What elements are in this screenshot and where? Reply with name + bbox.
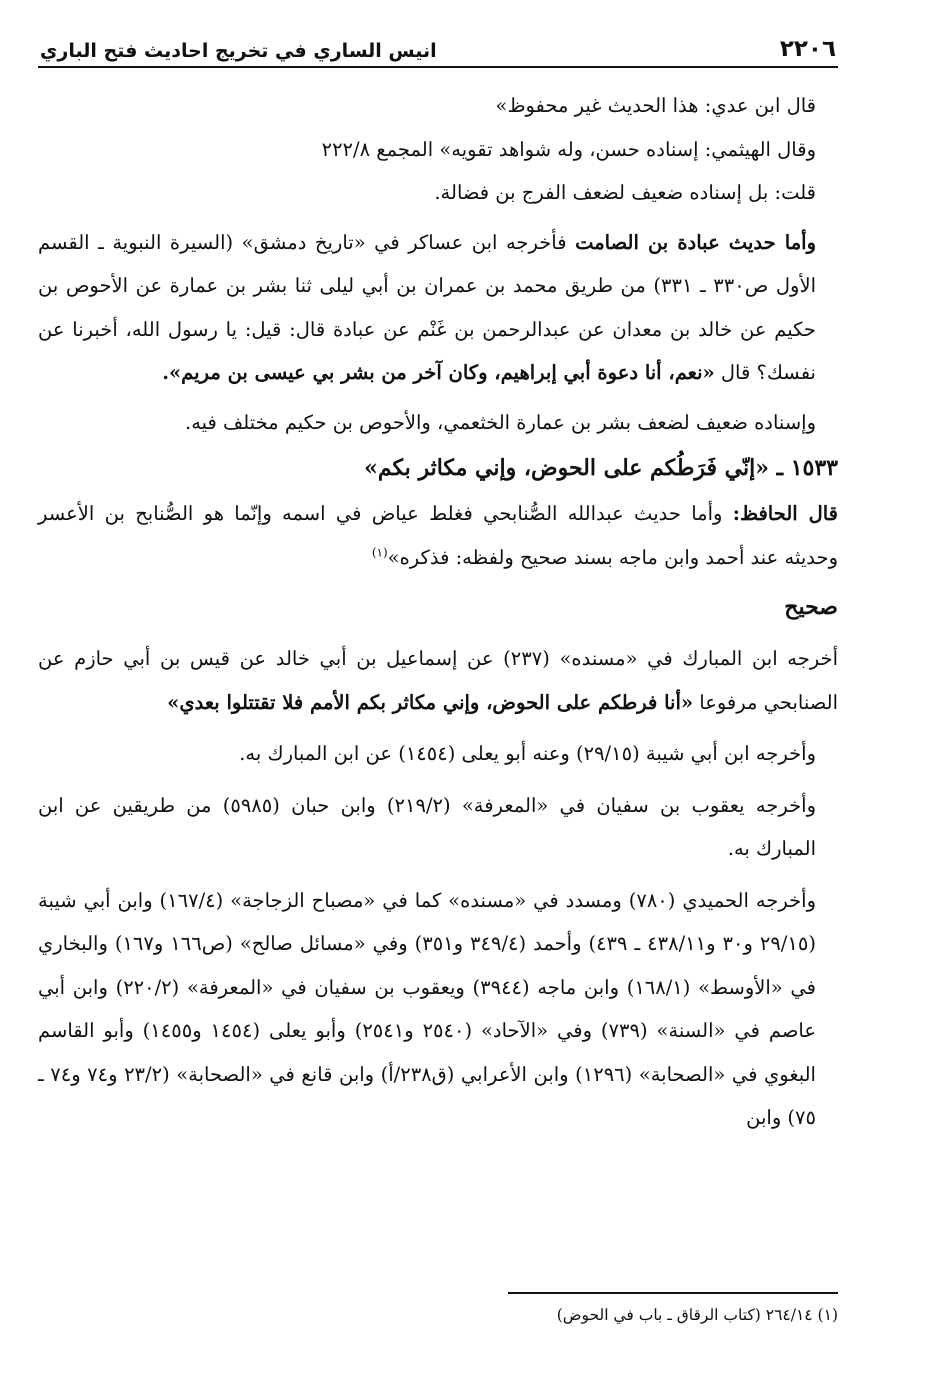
footnote-divider	[508, 1292, 838, 1294]
paragraph-ibn-mubarak	[38, 637, 838, 724]
hafiz-text: وأما حديث عبدالله الصُّنابحي فغلط عياض في اسمه وإنّما هو الصُّنابح بن الأعسر وحديثه عند أحمد وابن ماجه بسند صحيح ولفظه: فذكره»	[38, 502, 838, 569]
paragraph-yaqub: وأخرجه يعقوب بن سفيان في «المعرفة» (٢١٩/٢) وابن حبان (٥٩٨٥) من طريقين عن ابن المبارك به.	[38, 793, 816, 860]
paragraph-hafiz	[38, 492, 838, 579]
paragraph-isnad-daif: وإسناده ضعيف لضعف بشر بن عمارة الخثعمي، والأحوص بن حكيم مختلف فيه.	[185, 410, 816, 434]
ubada-matn-text: «نعم، أنا دعوة أبي إبراهيم، وكان آخر من بشر بي عيسى بن مريم».	[162, 361, 715, 384]
ibn-mubarak-text: أخرجه ابن المبارك في «مسنده» (٢٣٧) عن إسماعيل بن أبي خالد عن قيس بن أبي حازم عن الصنابحي مرفوعا	[38, 647, 839, 714]
paragraph-qultu: قلت: بل إسناده ضعيف لضعف الفرج بن فضالة.	[434, 181, 816, 204]
page-header	[38, 34, 838, 68]
grading-heading: صحيح	[784, 594, 838, 620]
document-page	[38, 34, 838, 1354]
hadith-heading-1533: ١٥٣٣ ـ «إنّي فَرَطُكم على الحوض، وإني مكاثر بكم»	[364, 455, 838, 481]
ubada-body-text: فأخرجه ابن عساكر في «تاريخ دمشق» (السيرة النبوية ـ القسم الأول ص٣٣٠ ـ ٣٣١) من طريق محمد بن عمران بن أبي ليلى ثنا بشر بن عمارة عن الأحوص بن حكيم عن خالد بن معدان عن عبدالرحمن بن غَنْم عن عبادة قال: قيل: يا رسول الله، أخبرنا عن نفسك؟ قال	[38, 230, 816, 384]
paragraph-ubada-hadith	[38, 221, 838, 395]
book-title: انيس الساري في تخريج احاديث فتح الباري	[40, 40, 437, 62]
footnote-ref-1: (١)	[371, 545, 388, 559]
footnote-1: (١) ٢٦٤/١٤ (كتاب الرقاق ـ باب في الحوض)	[556, 1306, 838, 1324]
ibn-mubarak-matn: «أنا فرطكم على الحوض، وإني مكاثر بكم الأمم فلا تقتتلوا بعدي»	[167, 690, 694, 714]
paragraph-ibn-abi-shayba: وأخرجه ابن أبي شيبة (٢٩/١٥) وعنه أبو يعلى (١٤٥٤) عن ابن المبارك به.	[239, 742, 816, 765]
paragraph-haythami: وقال الهيثمي: إسناده حسن، وله شواهد تقويه» المجمع ٢٢٢/٨	[321, 137, 816, 161]
page-number: ٢٢٠٦	[779, 36, 836, 62]
paragraph-ibn-adi: قال ابن عدي: هذا الحديث غير محفوظ»	[495, 94, 816, 117]
hafiz-label: قال الحافظ:	[732, 502, 839, 525]
ubada-heading-text: وأما حديث عبادة بن الصامت	[575, 230, 816, 254]
paragraph-humaydi: وأخرجه الحميدي (٧٨٠) ومسدد في «مسنده» كما في «مصباح الزجاجة» (١٦٧/٤) وابن أبي شيبة (٢٩/١٥ و٣٠ و٤٣٨/١١ ـ ٤٣٩) وأحمد (٣٤٩/٤ و٣٥١) وفي «مسائل صالح» (ص١٦٦ و١٦٧) والبخاري في «الأوسط» (١٦٨/١) وابن ماجه (٣٩٤٤) ويعقوب بن سفيان في «المعرفة» (٢٢٠/٢) وابن أبي عاصم في «السنة» (٧٣٩) وفي «الآحاد» (٢٥٤٠ و٢٥٤١) وأبو يعلى (١٤٥٤ و١٤٥٥) وأبو القاسم البغوي في «الصحابة» (١٢٩٦) وابن الأعرابي (ق٢٣٨/أ) وابن قانع في «الصحابة» (٢٣/٢ و٧٤ و٧٤ ـ ٧٥) وابن	[38, 888, 816, 1129]
page-body	[38, 84, 838, 1140]
